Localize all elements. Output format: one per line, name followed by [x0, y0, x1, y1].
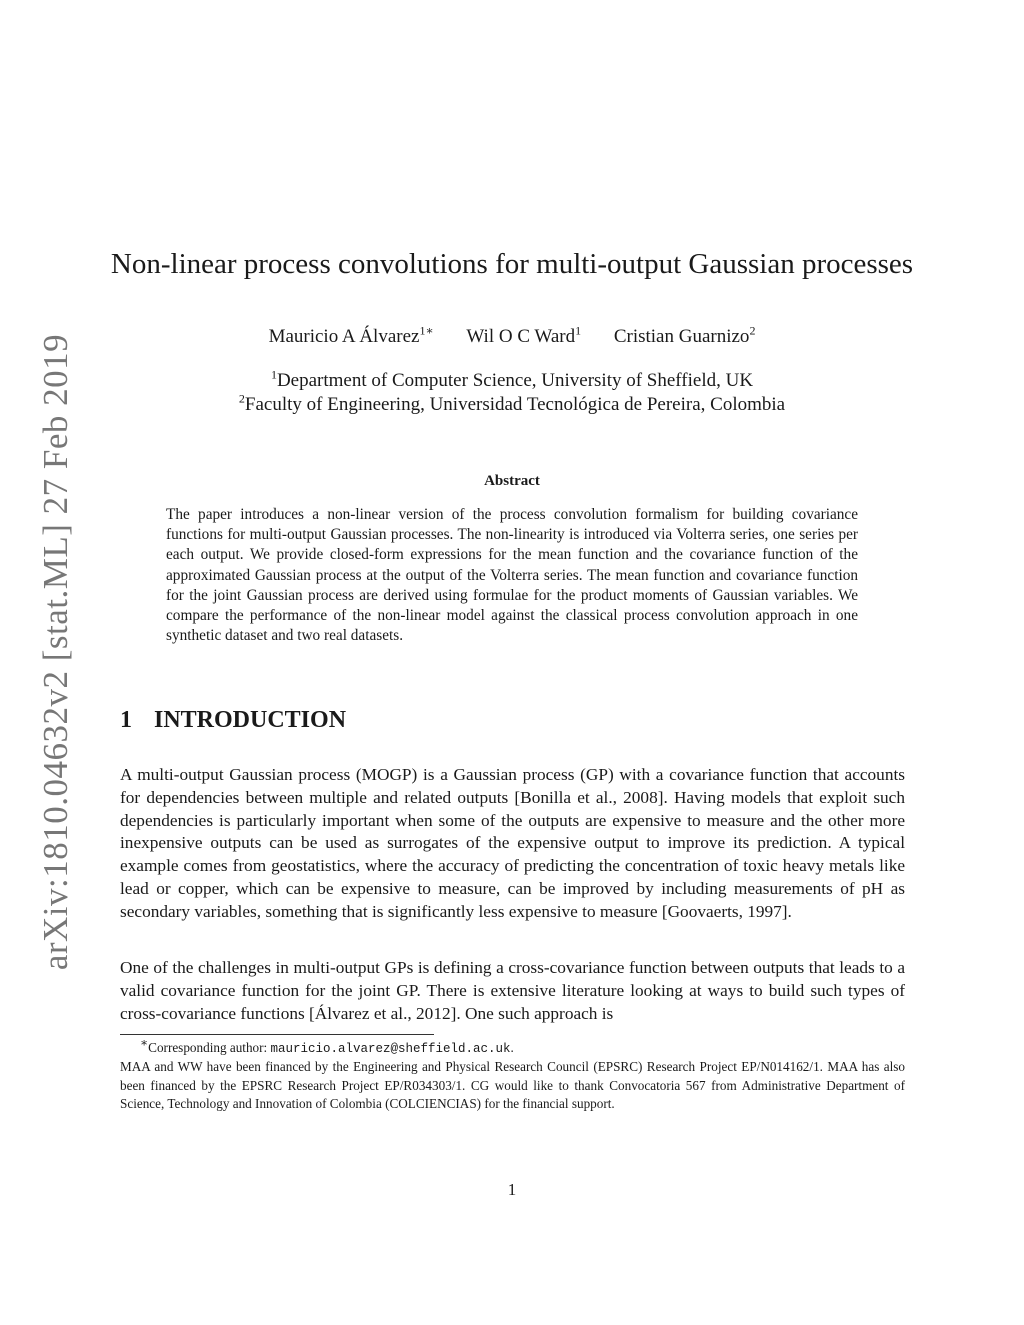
intro-paragraph-2: One of the challenges in multi-output GPs is defining a cross-covariance function between outputs that leads to a valid covariance function for the joint GP. There is extensive literature looking at ways to build such types of cross-covariance functions [Álvarez et al., 2012]. One such approach is [120, 958, 905, 1023]
author-email-link[interactable]: mauricio.alvarez@sheffield.ac.uk [270, 1042, 511, 1056]
affiliation-marker: 2 [238, 391, 245, 406]
affiliation-text: Faculty of Engineering, Universidad Tecnológica de Pereira, Colombia [244, 394, 786, 415]
page-number: 1 [507, 1180, 517, 1199]
author-affiliation-marker: 1∗ [419, 323, 434, 338]
author-affiliation-marker: 2 [749, 323, 756, 338]
author-guarnizo [614, 324, 756, 350]
footnote-block [120, 1035, 905, 1113]
abstract-heading: Abstract [484, 473, 540, 489]
section-heading-introduction [120, 705, 346, 735]
footnote-prefix: Corresponding author: [148, 1040, 271, 1055]
author-name: Mauricio A Álvarez [268, 326, 420, 347]
author-name: Wil O C Ward [466, 326, 576, 347]
author-list [0, 324, 1024, 350]
abstract-text: The paper introduces a non-linear version of the process convolution formalism for building covariance functions for multi-output Gaussian processes. The non-linearity is introduced via Volterra series, one series per each output. We provide closed-form expressions for the mean function and the covariance function of the approximated Gaussian process at the output of the Volterra series. The mean function and covariance function for the joint Gaussian process are derived using formulae for the product moments of Gaussian variables. We compare the performance of the non-linear model against the classical process convolution approach in one synthetic dataset and two real datasets. [166, 506, 858, 645]
section-number: 1 [120, 707, 132, 733]
footnote-suffix: . [510, 1040, 514, 1055]
author-alvarez [269, 324, 434, 350]
affiliation-sheffield [0, 369, 1024, 393]
arxiv-identifier-stamp: arXiv:1810.04632v2 [stat.ML] 27 Feb 2019 [36, 333, 75, 971]
intro-paragraph-1: A multi-output Gaussian process (MOGP) is a Gaussian process (GP) with a covariance function that accounts for dependencies between multiple and related outputs [Bonilla et al., 2008]. Having models that exploit such dependencies is particularly important when some of the outputs are expensive to measure and the other more inexpensive outputs can be used as surrogates of the expensive output to improve its prediction. A typical example comes from geostatistics, where the accuracy of predicting the concentration of toxic heavy metals like lead or copper, which can be expensive to measure, can be improved by including measurements of pH as secondary variables, something that is significantly less expensive to measure [Goovaerts, 1997]. [120, 765, 905, 921]
footnote-funding: MAA and WW have been financed by the Engineering and Physical Research Council (EPSRC) Research Project EP/N014162/1. MAA has also been financed by the EPSRC Research Project EP/R034303/1. CG would like to thank Convocatoria 567 from Administrative Department of Science, Technology and Innovation of Colombia (COLCIENCIAS) for the financial support. [120, 1059, 905, 1111]
footnote-corresponding-author [120, 1035, 905, 1058]
section-title: INTRODUCTION [154, 707, 347, 733]
affiliation-text: Department of Computer Science, University of Sheffield, UK [276, 370, 754, 391]
author-ward [466, 324, 581, 350]
footnote-divider [120, 1034, 434, 1035]
affiliation-marker: 1 [270, 367, 277, 382]
author-affiliation-marker: 1 [575, 323, 582, 338]
affiliation-pereira [0, 393, 1024, 417]
author-name: Cristian Guarnizo [613, 326, 750, 347]
paper-title: Non-linear process convolutions for multi-output Gaussian processes [110, 248, 914, 280]
footnote-marker: ∗ [140, 1035, 149, 1050]
